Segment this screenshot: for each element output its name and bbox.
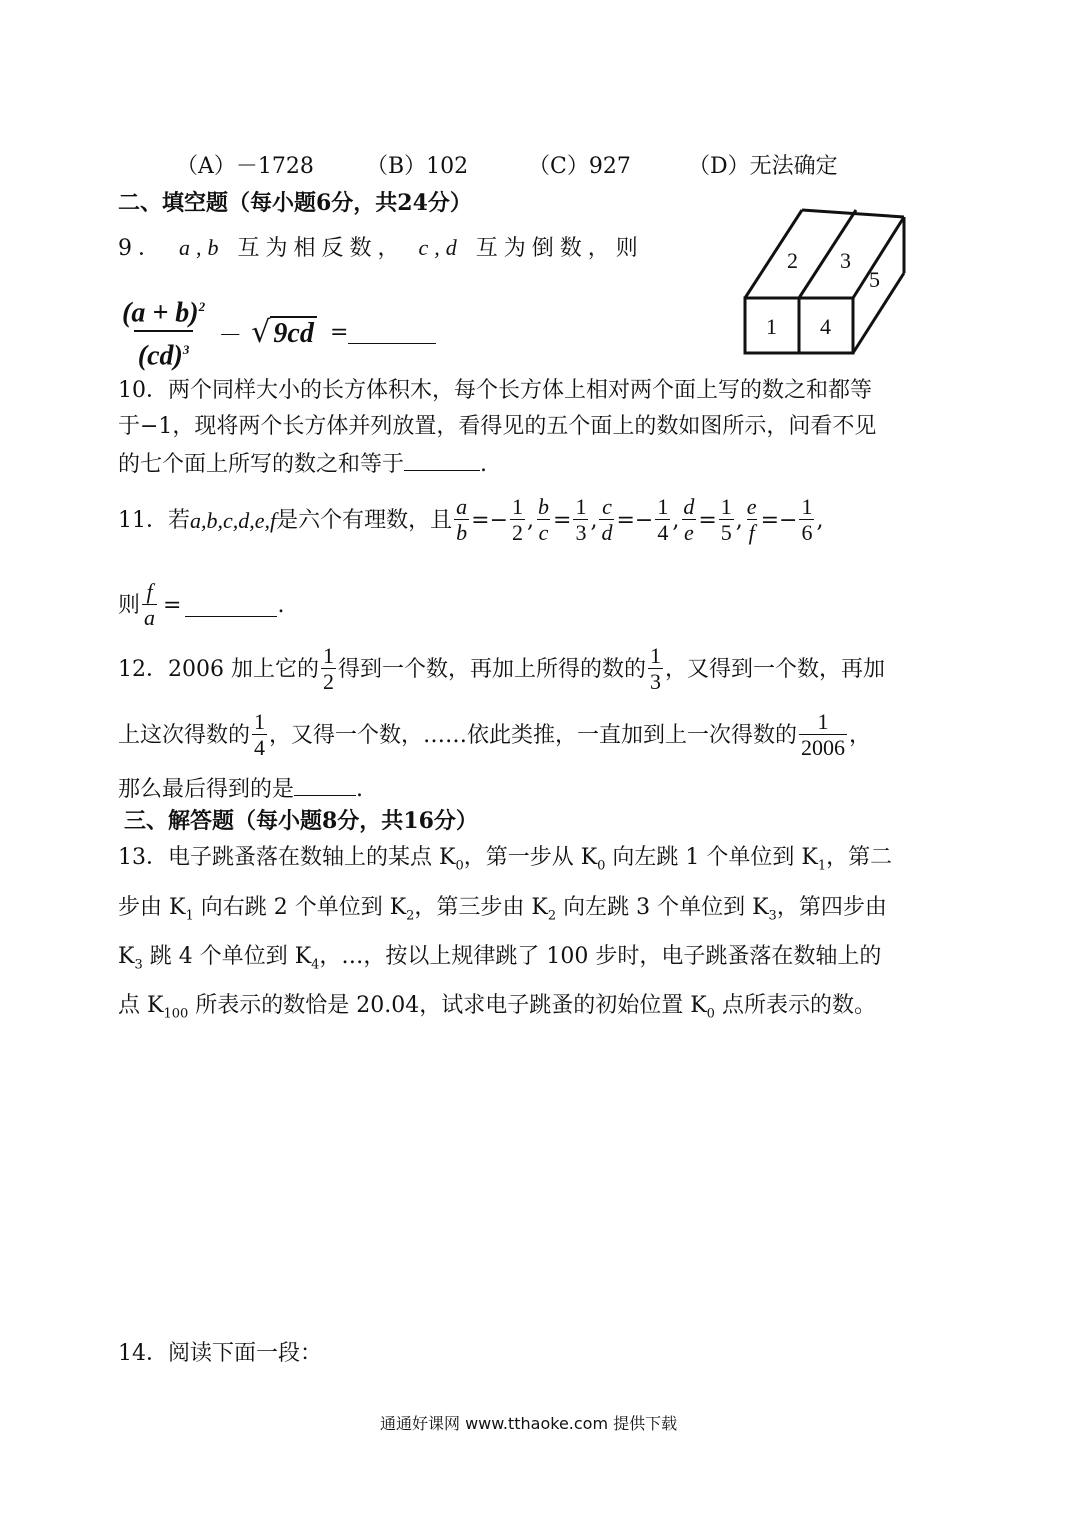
q13-l3-sub1: 3 [134, 957, 143, 973]
choice-b: （B）102 [366, 154, 469, 179]
q9-text1: 互为相反数， [237, 236, 406, 261]
q12-f2-den: 3 [650, 669, 661, 694]
q9-var-ab: a,b [179, 235, 225, 260]
q13-l2d: 向左跳 3 个单位到 K [556, 895, 769, 920]
q12-f4-num: 1 [817, 709, 829, 734]
q11-ratio-2: $\frac{b}{c}$ = $\frac{1}{3}$ , [538, 494, 598, 545]
q13-l4a: 点 K [118, 993, 164, 1018]
q10-line-3-text: 的七个面上所写的数之和等于 [118, 452, 405, 477]
section-heading-fill-in: 二、填空题（每小题6分，共24分） [118, 190, 472, 216]
q11-ask-num: f [146, 579, 153, 604]
q11-r1-sign: − [489, 507, 509, 533]
q13-l1-sub2: 0 [597, 858, 606, 874]
q11-answer-blank [185, 594, 277, 617]
q11-r4-vden: 5 [720, 520, 732, 545]
q12-f1-num: 1 [322, 643, 334, 668]
q11-r2-den: c [538, 520, 549, 545]
q12-f2-num: 1 [650, 643, 661, 668]
side-face-label: 5 [869, 267, 880, 292]
choice-c: （C）927 [528, 154, 631, 179]
q12-line-1 [118, 644, 885, 695]
q12-a3: ，又得到一个数，再加 [665, 656, 886, 682]
q12-end: . [356, 777, 364, 802]
q14-text: 14．阅读下面一段： [118, 1341, 322, 1366]
q11-r2-vden: 3 [575, 520, 587, 545]
q12-a1: 12．2006 加上它的 [118, 656, 319, 682]
q11-ratio-4: $\frac{d}{e}$ = $\frac{1}{5}$ , [683, 494, 743, 545]
q9-fraction [118, 290, 209, 375]
q9-minus: － [218, 320, 243, 349]
choice-d: （D）无法确定 [688, 154, 838, 179]
q9-denominator: (cd) [137, 340, 183, 372]
q13-l4b: 所表示的数恰是 20.04，试求电子跳蚤的初始位置 K [188, 993, 707, 1018]
q9-equals: = [329, 319, 349, 345]
page-footer: 通通好课网 www.tthaoke.com 提供下载 [380, 1414, 678, 1433]
q9-sqrt-arg: 9cd [270, 316, 316, 349]
q9-answer-blank [348, 321, 436, 344]
q11-r2-num: b [538, 494, 550, 519]
q11-ask-equals: = [163, 592, 182, 618]
q11-vars: a,b,c,d,e,f [190, 507, 277, 533]
q11-ratio-5: $\frac{e}{f}$ = − $\frac{1}{6}$ , [746, 494, 824, 545]
q11-prefix: 11．若 [118, 507, 190, 533]
q13-l2c: ，第三步由 K [414, 895, 548, 920]
q12-b1: 上这次得数的 [118, 722, 251, 748]
q12-f3-num: 1 [254, 709, 266, 734]
q9-number: 9． [118, 236, 166, 261]
q13-l4c: 点所表示的数。 [714, 993, 876, 1018]
blocks-figure [740, 205, 910, 357]
q11-r1-den: b [456, 520, 468, 545]
front-face-label-2: 4 [820, 314, 831, 339]
question-9-text [118, 233, 644, 264]
q13-l2b: 向右跳 2 个单位到 K [193, 895, 407, 920]
choice-a: （A）－1728 [176, 154, 314, 179]
q9-sqrt: √ 9cd [251, 315, 317, 350]
q11-r2-vnum: 1 [575, 494, 587, 519]
q11-r4-num: d [683, 494, 695, 519]
q12-c1: 那么最后得到的是 [118, 777, 295, 802]
q10-line-2: 于−1，现将两个长方体并列放置，看得见的五个面上的数如图所示，问看不见 [118, 414, 877, 439]
q13-l3a: K [118, 944, 135, 969]
q13-l1d: ，第二 [826, 845, 893, 870]
q11-r4-vnum: 1 [720, 494, 732, 519]
q10-line-1: 10．两个同样大小的长方体积木，每个长方体上相对两个面上写的数之和都等 [118, 378, 872, 403]
q9-num-exponent: 2 [198, 299, 206, 314]
q11-r1-num: a [456, 494, 468, 519]
q11-middle: 是六个有理数，且 [276, 507, 453, 533]
q12-b2: ，又得一个数，……依此类推，一直加到上一次得数的 [269, 722, 798, 748]
q13-l1b: ，第一步从 K [463, 845, 598, 870]
q12-f4-den: 2006 [801, 735, 846, 760]
q13-line-4 [118, 991, 876, 1029]
q11-r3-vnum: 1 [657, 494, 669, 519]
q13-l3b: 跳 4 个单位到 K [142, 944, 312, 969]
q13-l4-sub2: 0 [706, 1006, 715, 1022]
q11-r5-vden: 6 [801, 520, 813, 545]
q11-r5-num: e [746, 494, 757, 519]
q11-r3-num: c [602, 494, 612, 519]
q13-l1a: 13．电子跳蚤落在数轴上的某点 K [118, 845, 456, 870]
q11-then: 则 [118, 592, 141, 618]
q13-line-3 [118, 942, 881, 980]
q12-line-3 [118, 773, 363, 805]
q13-l1-sub1: 0 [455, 858, 464, 874]
q13-l2-sub3: 2 [547, 908, 557, 924]
q13-line-2 [118, 893, 887, 931]
q12-f1-den: 2 [322, 669, 334, 694]
q11-ask-den: a [144, 605, 156, 630]
q12-f3-den: 4 [254, 735, 266, 760]
q13-l2a: 步由 K [118, 895, 186, 920]
q12-answer-blank [294, 773, 356, 796]
front-face-label-1: 1 [766, 314, 777, 339]
q11-r3-den: d [601, 520, 613, 545]
q11-end: . [277, 592, 285, 618]
q13-l2e: ，第四步由 [776, 895, 887, 920]
q13-l3-sub2: 4 [311, 957, 320, 973]
q11-line-2 [118, 580, 284, 631]
q11-r5-sign: − [779, 507, 798, 533]
q13-l1c: 向左跳 1 个单位到 K [605, 845, 818, 870]
q11-r1-vden: 2 [512, 520, 524, 545]
q12-b3: ， [849, 722, 872, 748]
q12-line-2 [118, 710, 871, 761]
section-heading-solve: 三、解答题（每小题8分，共16分） [124, 808, 478, 834]
q9-var-cd: c,d [418, 235, 463, 260]
q13-l1-sub3: 1 [817, 858, 827, 874]
q13-l4-sub1: 100 [163, 1006, 189, 1022]
q13-l2-sub4: 3 [768, 908, 777, 924]
q11-r4-den: e [683, 520, 694, 545]
q11-ratio-3: $\frac{c}{d}$ = − $\frac{1}{4}$ , [601, 494, 680, 545]
q10-end: . [480, 452, 488, 477]
q11-r5-den: f [748, 520, 755, 545]
q9-numerator: (a + b) [122, 297, 199, 329]
q13-l2-sub1: 1 [185, 908, 194, 924]
q10-answer-blank [404, 448, 480, 471]
q11-r3-sign: − [634, 507, 654, 533]
top-face-label-2: 3 [840, 248, 851, 273]
q11-line-1 [118, 495, 823, 546]
q11-r3-vden: 4 [657, 520, 669, 545]
q11-r5-vnum: 1 [801, 494, 813, 519]
q13-l2-sub2: 2 [406, 908, 415, 924]
q13-line-1 [118, 843, 892, 881]
q11-r1-vnum: 1 [512, 494, 524, 519]
q9-text2: 互为倒数，则 [475, 236, 644, 261]
q9-den-exponent: 3 [182, 342, 190, 358]
q11-ratio-1: $\frac{a}{b}$ = − $\frac{1}{2}$ , [456, 494, 535, 545]
q10-line-3 [118, 448, 487, 480]
top-face-label-1: 2 [787, 248, 798, 273]
q9-expression [118, 290, 436, 375]
q12-a2: 得到一个数，再加上所得的数的 [337, 656, 646, 682]
q13-l3c: ，…，按以上规律跳了 100 步时，电子跳蚤落在数轴上的 [319, 944, 882, 969]
